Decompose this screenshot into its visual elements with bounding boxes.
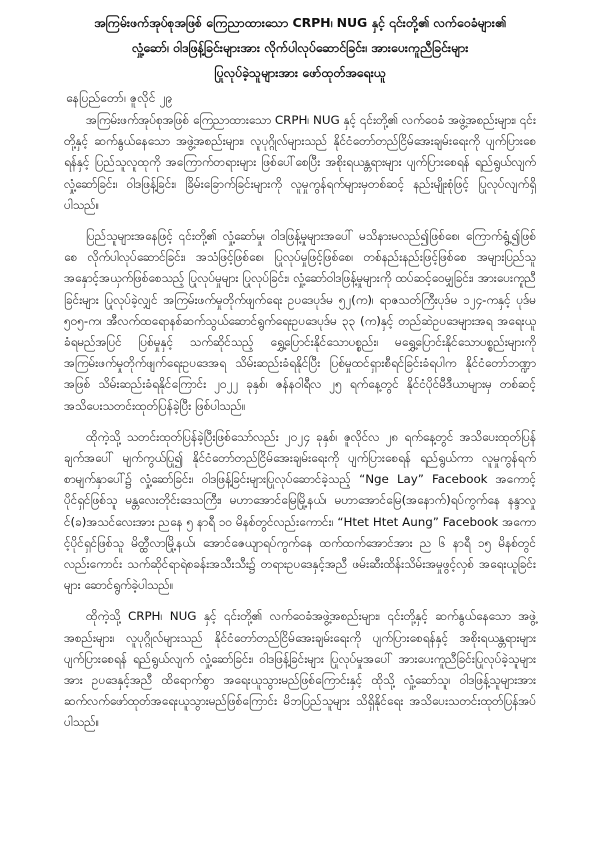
title-line-3: ပြုလုပ်ခဲ့သူများအား ဖော်ထုတ်အရေးယူ — [214, 65, 386, 80]
dateline: နေပြည်တော်၊ ဇူလိုင် ၂၉ — [66, 91, 173, 105]
paragraph-2: ပြည်သူများအနေဖြင့် ၎င်းတို့၏ လှုံ့ဆော်မှု၊ ဝါဒဖြန့်မှုများအပေါ် မသိနားမလည်၍ဖြစ်စေ၊ ကြောက်ရွံ့၍ဖြစ်စေ လိုက်ပါလုပ်ဆောင်ခြင်း၊ အသံဖြင့်ဖြစ်စေ၊ ပြုလုပ်မှုဖြင့်ဖြစ်စေ၊ တစ်နည်းနည်းဖြင့်ဖြစ်စေ အများပြည်သူအနှောင့်အယှက်ဖြစ်စေသည့် ပြုလုပ်မှုများ ပြုလုပ်ခြင်း၊ လှုံ့ဆော်ဝါဒဖြန့်မှုများကို ထပ်ဆင့်ဝေမျှခြင်း၊ အားပေးကူညီခြင်းများ ပြုလုပ်ခဲ့လျှင် အကြမ်းဖက်မှုတိုက်ဖျက်ရေး ဥပဒေပုဒ်မ ၅၂(က)၊ ရာဇသတ်ကြီးပုဒ်မ ၁၂၄-ကနှင့် ပုဒ်မ ၅ဝ၅-က၊ အီလက်ထရောနစ်ဆက်သွယ်ဆောင်ရွက်ရေးဥပဒေပုဒ်မ ၃၃ (က)နှင့် တည်ဆဲဥပဒေများအရ အရေးယူခံရမည်အပြင် ပြစ်မှုနှင့် သက်ဆိုင်သည့် ရွှေ့ပြောင်းနိုင်သောပစ္စည်း၊ မရွှေ့ပြောင်းနိုင်သောပစ္စည်းများကို အကြမ်းဖက်မှုတိုက်ဖျက်ရေးဥပဒေအရ သိမ်းဆည်းခံရနိုင်ပြီး ပြစ်မှုထင်ရှားစီရင်ခြင်းခံရပါက နိုင်ငံတော်ဘဏ္ဍာအဖြစ် သိမ်းဆည်းခံရနိုင်ကြောင်း ၂ဝ၂၂ ခုနှစ်၊ ဇန်နဝါရီလ ၂၅ ရက်နေ့တွင် နိုင်ငံပိုင်မီဒီယာများမှ တစ်ဆင့် အသိပေးသတင်းထုတ်ပြန်ခဲ့ပြီး ဖြစ်ပါသည်။ — [64, 229, 536, 413]
paragraph-3: ထိုကဲ့သို့ သတင်းထုတ်ပြန်ခဲ့ပြီးဖြစ်သော်လည်း ၂ဝ၂၄ ခုနှစ်၊ ဇူလိုင်လ ၂၈ ရက်နေ့တွင် အသိပေးထုတ်ပြန်ချက်အပေါ် မျက်ကွယ်ပြု၍ နိုင်ငံတော်တည်ငြိမ်အေးချမ်းရေးကို ပျက်ပြားစေရန် ရည်ရွယ်ကာ လူမှုကွန်ရက်စာမျက်နှာပေါ်၌ လှုံ့ဆော်ခြင်း၊ ဝါဒဖြန့်ခြင်းများပြုလုပ်ဆောင်ခဲ့သည့် “Nge Lay” Facebook အကောင့်ပိုင်ရှင်ဖြစ်သူ မန္တလေးတိုင်းဒေသကြီး၊ မဟာအောင်မြေမြို့နယ်၊ မဟာအောင်မြေ(အနောက်)ရပ်ကွက်နေ နန္ဒာလှုင်(ခ)အသင်လေးအား ညနေ ၅ နာရီ ၁ဝ မိနစ်တွင်လည်းကောင်း၊ “Htet Htet Aung” Facebook အကောင့်ပိုင်ရှင်ဖြစ်သူ မိတ္ထီလာမြို့နယ်၊ အောင်ဇေယျာရပ်ကွက်နေ ထက်ထက်အောင်အား ည ၆ နာရီ ၁၅ မိနစ်တွင်လည်းကောင်း သက်ဆိုင်ရာရဲစခန်းအသီးသီး၌ တရားဥပဒေနှင့်အညီ ဖမ်းဆီးထိန်းသိမ်းအမှုဖွင့်လှစ် အရေးယူခြင်းများ ဆောင်ရွက်ခဲ့ပါသည်။ — [64, 429, 536, 593]
title-line-1: အကြမ်းဖက်အုပ်စုအဖြစ် ကြေညာထားသော CRPH၊ NUG နှင့် ၎င်းတို့၏ လက်ဝေခံများ၏ — [94, 15, 506, 30]
paragraph-4: ထိုကဲ့သို့ CRPH၊ NUG နှင့် ၎င်းတို့၏ လက်ဝေခံအဖွဲ့အစည်းများ၊ ၎င်းတို့နှင့် ဆက်နွယ်နေသော အဖွဲ့အစည်းများ၊ လူပုဂ္ဂိုလ်များသည် နိုင်ငံတော်တည်ငြိမ်အေးချမ်းရေးကို ပျက်ပြားစေရန်နှင့် အစိုးရယန္တရားများ ပျက်ပြားစေရန် ရည်ရွယ်လျက် လှုံ့ဆော်ခြင်း၊ ဝါဒဖြန့်ခြင်းများ ပြုလုပ်မှုအပေါ် အားပေးကူညီခြင်းပြုလုပ်ခဲ့သူများအား ဥပဒေနှင့်အညီ ထိရောက်စွာ အရေးယူသွားမည်ဖြစ်ကြောင်းနှင့် ထိုသို့ လှုံ့ဆော်သူ၊ ဝါဒဖြန့်သူများအား ဆက်လက်ဖော်ထုတ်အရေးယူသွားမည်ဖြစ်ကြောင်း မိဘပြည်သူများ သိရှိနိုင်ရေး အသိပေးသတင်းထုတ်ပြန်အပ်ပါသည်။ — [64, 609, 536, 730]
paragraph-1: အကြမ်းဖက်အုပ်စုအဖြစ် ကြေညာထားသော CRPH၊ NUG နှင့် ၎င်းတို့၏ လက်ဝေခံ အဖွဲ့အစည်းများ၊ ၎င်းတို့နှင့် ဆက်နွယ်နေသော အဖွဲ့အစည်းများ၊ လူပုဂ္ဂိုလ်များသည် နိုင်ငံတော်တည်ငြိမ်အေးချမ်းရေးကို ပျက်ပြားစေရန်နှင့် ပြည်သူလူထုကို အကြောက်တရားများ ဖြစ်ပေါ်စေပြီး အစိုးရယန္တရားများ ပျက်ပြားစေရန် ရည်ရွယ်လျက် လှုံ့ဆော်ခြင်း၊ ဝါဒဖြန့်ခြင်း၊ ခြိမ်းခြောက်ခြင်းများကို လူမှုကွန်ရက်များမှတစ်ဆင့် နည်းမျိုးစုံဖြင့် ပြုလုပ်လျက်ရှိပါသည်။ — [64, 113, 536, 212]
title-line-2: လှုံ့ဆော်၊ ဝါဒဖြန့်ခြင်းများအား လိုက်ပါလုပ်ဆောင်ခြင်း၊ အားပေးကူညီခြင်းများ — [131, 40, 469, 55]
document-title — [64, 10, 536, 85]
